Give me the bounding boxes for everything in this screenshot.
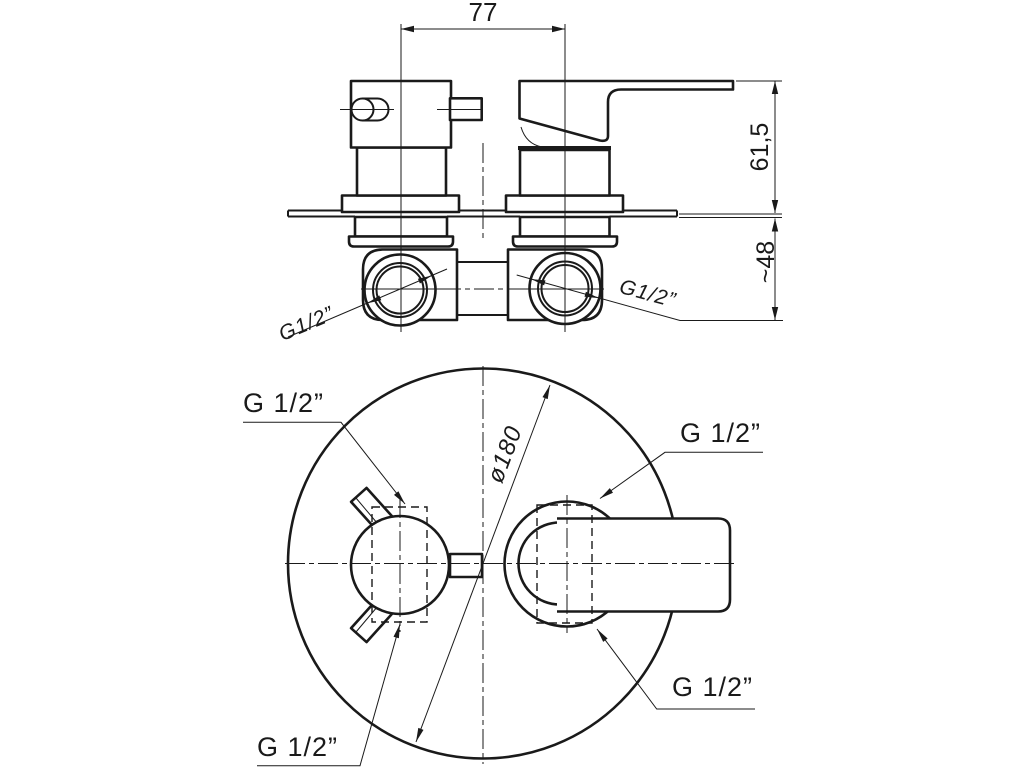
front-view [275,0,783,346]
plan-view [243,366,763,766]
dim-diameter-value: ø180 [482,422,528,487]
dim-width-value: 77 [468,0,498,27]
dim-depth-48 [752,219,780,321]
dim-height-value: 61,5 [746,122,774,172]
left-port-boss [365,255,436,326]
plan-thread-top-left-label: G 1/2” [243,388,325,418]
plan-thread-bottom-left-label: G 1/2” [257,732,339,762]
plan-thread-bottom-right-label: G 1/2” [672,672,754,702]
front-thread-right-label: G1/2” [616,275,679,313]
left-knob-stub [450,554,482,577]
lever-arm [557,519,730,612]
plan-thread-top-left [243,388,405,504]
dim-height-61-5 [679,81,782,218]
right-lever-dome [521,127,542,147]
right-lever-handle [520,81,734,141]
dim-depth-value: ~48 [752,240,780,284]
plan-thread-top-right-label: G 1/2” [680,418,762,448]
plan-thread-bottom-right [597,629,755,709]
front-thread-left-label: G1/2” [275,302,338,346]
plan-thread-bottom-left [257,624,400,766]
dim-width-77 [401,0,565,32]
